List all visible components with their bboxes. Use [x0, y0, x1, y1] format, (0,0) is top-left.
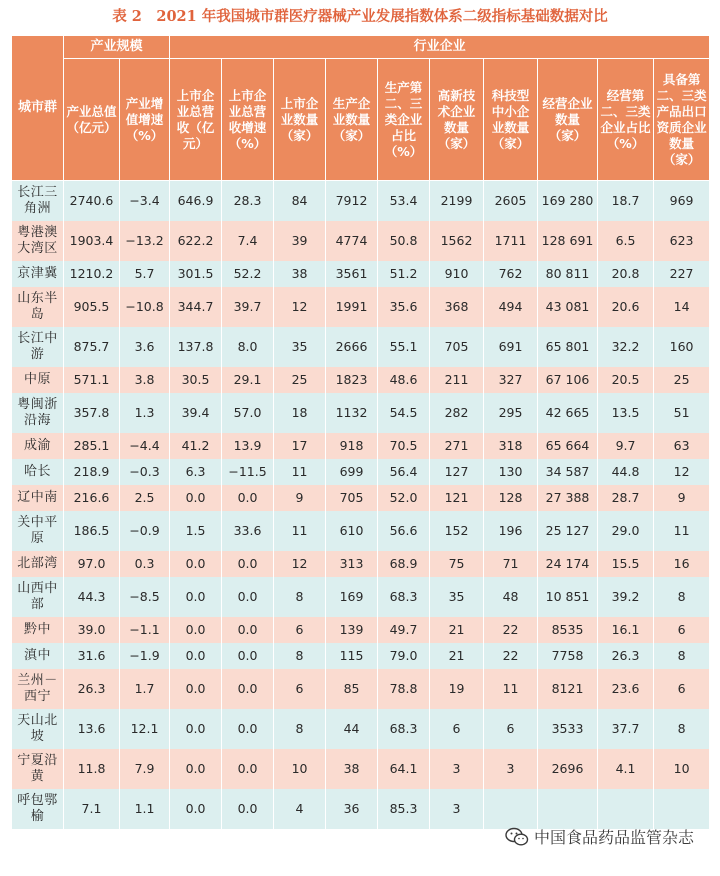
table-cell: 28.3 [222, 181, 274, 221]
table-row [12, 393, 710, 433]
table-cell: 68.9 [378, 551, 430, 577]
table-cell: 18 [274, 393, 326, 433]
table-cell: 115 [326, 643, 378, 669]
table-cell: 21 [430, 617, 484, 643]
table-cell: 13.6 [64, 709, 120, 749]
row-name: 宁夏沿黄 [12, 749, 64, 789]
table-cell: 56.6 [378, 511, 430, 551]
table-cell: 3.6 [120, 327, 170, 367]
row-name: 粤港澳大湾区 [12, 221, 64, 261]
table-cell: 327 [484, 367, 538, 393]
column-header: 经营第二、三类企业占比（%） [598, 59, 654, 181]
table-cell: 5.7 [120, 261, 170, 287]
table-cell: 52.0 [378, 485, 430, 511]
table-cell: 127 [430, 459, 484, 485]
table-cell: 0.0 [170, 643, 222, 669]
table-cell: 169 280 [538, 181, 598, 221]
table-cell: 494 [484, 287, 538, 327]
table-cell: 28.7 [598, 485, 654, 511]
table-cell: 313 [326, 551, 378, 577]
table-cell: 35 [430, 577, 484, 617]
table-cell: 84 [274, 181, 326, 221]
table-cell: 16 [654, 551, 710, 577]
table-cell: 19 [430, 669, 484, 709]
table-cell: 34 587 [538, 459, 598, 485]
table-cell: 42 665 [538, 393, 598, 433]
table-cell: 7.1 [64, 789, 120, 829]
column-header: 生产企业数量（家） [326, 59, 378, 181]
table-cell: 37.7 [598, 709, 654, 749]
table-row [12, 327, 710, 367]
table-row [12, 643, 710, 669]
table-cell: 8 [274, 577, 326, 617]
table-cell: 6 [654, 669, 710, 709]
corner-header: 城市群 [12, 36, 64, 181]
table-cell: 30.5 [170, 367, 222, 393]
table-cell: 8 [654, 709, 710, 749]
row-name: 中原 [12, 367, 64, 393]
data-table [11, 35, 710, 829]
row-name: 辽中南 [12, 485, 64, 511]
table-cell [598, 789, 654, 829]
table-cell: 1.7 [120, 669, 170, 709]
table-cell: 2666 [326, 327, 378, 367]
table-cell: 0.3 [120, 551, 170, 577]
table-cell: 39.4 [170, 393, 222, 433]
table-cell: −0.3 [120, 459, 170, 485]
table-cell: 65 664 [538, 433, 598, 459]
table-cell: 6 [274, 669, 326, 709]
table-cell: 0.0 [170, 485, 222, 511]
table-cell: 8535 [538, 617, 598, 643]
table-row [12, 789, 710, 829]
table-cell: 1711 [484, 221, 538, 261]
table-cell: 691 [484, 327, 538, 367]
table-cell: 85 [326, 669, 378, 709]
table-cell: 3 [430, 749, 484, 789]
table-cell: 41.2 [170, 433, 222, 459]
table-row [12, 709, 710, 749]
table-cell: 295 [484, 393, 538, 433]
table-cell: 32.2 [598, 327, 654, 367]
table-cell: 1.5 [170, 511, 222, 551]
table-cell [484, 789, 538, 829]
table-cell: 3561 [326, 261, 378, 287]
table-cell: 0.0 [170, 709, 222, 749]
table-cell: 13.5 [598, 393, 654, 433]
table-cell: 0.0 [170, 577, 222, 617]
table-cell: 1210.2 [64, 261, 120, 287]
table-cell: −10.8 [120, 287, 170, 327]
table-cell: 1.3 [120, 393, 170, 433]
row-name: 长江三角洲 [12, 181, 64, 221]
table-row [12, 181, 710, 221]
table-cell: 10 [654, 749, 710, 789]
table-cell: 0.0 [170, 669, 222, 709]
table-cell: 26.3 [598, 643, 654, 669]
table-cell: 1562 [430, 221, 484, 261]
table-cell: 1823 [326, 367, 378, 393]
table-cell: 8121 [538, 669, 598, 709]
column-header: 经营企业数量（家） [538, 59, 598, 181]
table-cell: 38 [326, 749, 378, 789]
table-cell: 44.3 [64, 577, 120, 617]
table-cell: 16.1 [598, 617, 654, 643]
table-cell: 4.1 [598, 749, 654, 789]
table-cell: 0.0 [222, 749, 274, 789]
table-cell: 3533 [538, 709, 598, 749]
table-cell: 8 [654, 577, 710, 617]
table-cell: 282 [430, 393, 484, 433]
row-name: 哈长 [12, 459, 64, 485]
table-cell: 22 [484, 617, 538, 643]
table-cell: −3.4 [120, 181, 170, 221]
table-cell: 64.1 [378, 749, 430, 789]
table-cell: 18.7 [598, 181, 654, 221]
table-cell: 6.3 [170, 459, 222, 485]
table-cell: 905.5 [64, 287, 120, 327]
table-cell: 762 [484, 261, 538, 287]
table-cell: 29.1 [222, 367, 274, 393]
table-cell: 301.5 [170, 261, 222, 287]
table-cell: 21 [430, 643, 484, 669]
table-cell: 7912 [326, 181, 378, 221]
row-name: 京津冀 [12, 261, 64, 287]
table-cell: 35.6 [378, 287, 430, 327]
row-name: 山东半岛 [12, 287, 64, 327]
table-row [12, 551, 710, 577]
table-cell: 11 [274, 459, 326, 485]
table-row [12, 669, 710, 709]
table-cell: 2740.6 [64, 181, 120, 221]
table-cell: 44 [326, 709, 378, 749]
table-cell: 9 [654, 485, 710, 511]
table-cell: 128 691 [538, 221, 598, 261]
table-cell: 0.0 [170, 551, 222, 577]
table-cell: 0.0 [222, 617, 274, 643]
table-row [12, 749, 710, 789]
table-cell: 38 [274, 261, 326, 287]
table-cell: 4774 [326, 221, 378, 261]
row-name: 关中平原 [12, 511, 64, 551]
table-cell: 25 127 [538, 511, 598, 551]
table-cell: 8 [654, 643, 710, 669]
table-cell: 49.7 [378, 617, 430, 643]
table-row [12, 617, 710, 643]
table-row [12, 577, 710, 617]
column-header: 生产第二、三类企业占比（%） [378, 59, 430, 181]
table-cell: 0.0 [222, 643, 274, 669]
table-cell: 31.6 [64, 643, 120, 669]
table-cell [538, 789, 598, 829]
table-cell: 11 [274, 511, 326, 551]
table-cell: 10 851 [538, 577, 598, 617]
table-cell: 1903.4 [64, 221, 120, 261]
row-name: 呼包鄂榆 [12, 789, 64, 829]
table-cell: 10 [274, 749, 326, 789]
table-cell: 0.0 [222, 551, 274, 577]
table-cell: 52.2 [222, 261, 274, 287]
table-cell: 24 174 [538, 551, 598, 577]
table-cell: 35 [274, 327, 326, 367]
table-cell: 128 [484, 485, 538, 511]
table-cell: 137.8 [170, 327, 222, 367]
table-cell: 622.2 [170, 221, 222, 261]
table-cell: 3 [484, 749, 538, 789]
table-cell: 646.9 [170, 181, 222, 221]
table-row [12, 459, 710, 485]
table-cell: 80 811 [538, 261, 598, 287]
column-header: 上市企业总营收增速（%） [222, 59, 274, 181]
table-cell: 11 [654, 511, 710, 551]
table-cell: 1132 [326, 393, 378, 433]
table-cell: 39.7 [222, 287, 274, 327]
table-cell: 14 [654, 287, 710, 327]
table-cell: 15.5 [598, 551, 654, 577]
table-row [12, 261, 710, 287]
table-cell: 7.4 [222, 221, 274, 261]
table-cell: 211 [430, 367, 484, 393]
table-cell: 3.8 [120, 367, 170, 393]
table-cell: 7758 [538, 643, 598, 669]
table-cell: 8 [274, 643, 326, 669]
table-cell: 54.5 [378, 393, 430, 433]
table-cell: 68.3 [378, 709, 430, 749]
table-cell: 39.2 [598, 577, 654, 617]
table-cell: 571.1 [64, 367, 120, 393]
table-cell: 51.2 [378, 261, 430, 287]
table-cell: 152 [430, 511, 484, 551]
table-cell: 0.0 [170, 789, 222, 829]
table-cell: −1.9 [120, 643, 170, 669]
table-cell: 67 106 [538, 367, 598, 393]
table-cell: 20.5 [598, 367, 654, 393]
table-cell: −1.1 [120, 617, 170, 643]
data-table-container [11, 35, 710, 829]
table-cell: 43 081 [538, 287, 598, 327]
row-name: 滇中 [12, 643, 64, 669]
table-row [12, 511, 710, 551]
table-cell: 121 [430, 485, 484, 511]
table-cell: 6 [430, 709, 484, 749]
column-header: 产业总值（亿元） [64, 59, 120, 181]
table-row [12, 367, 710, 393]
table-cell: −4.4 [120, 433, 170, 459]
table-cell: 0.0 [222, 485, 274, 511]
table-cell: 623 [654, 221, 710, 261]
table-cell: 139 [326, 617, 378, 643]
row-name: 兰州－西宁 [12, 669, 64, 709]
table-cell: 63 [654, 433, 710, 459]
table-cell: 918 [326, 433, 378, 459]
table-cell: 2696 [538, 749, 598, 789]
table-cell: 169 [326, 577, 378, 617]
table-cell: 130 [484, 459, 538, 485]
table-cell: 79.0 [378, 643, 430, 669]
table-title: 表 2 2021 年我国城市群医疗器械产业发展指数体系二级指标基础数据对比 [112, 8, 608, 25]
table-cell: 2199 [430, 181, 484, 221]
table-cell: 2.5 [120, 485, 170, 511]
table-cell: 368 [430, 287, 484, 327]
table-cell: 218.9 [64, 459, 120, 485]
column-header: 产业增值增速（%） [120, 59, 170, 181]
row-name: 成渝 [12, 433, 64, 459]
table-cell: 57.0 [222, 393, 274, 433]
table-cell: 3 [430, 789, 484, 829]
table-cell: 29.0 [598, 511, 654, 551]
table-cell: 12 [274, 551, 326, 577]
table-cell: 705 [326, 485, 378, 511]
table-cell: 285.1 [64, 433, 120, 459]
table-cell: −13.2 [120, 221, 170, 261]
table-cell: 48.6 [378, 367, 430, 393]
table-cell: 26.3 [64, 669, 120, 709]
table-cell: 48 [484, 577, 538, 617]
table-cell: 33.6 [222, 511, 274, 551]
table-cell: 22 [484, 643, 538, 669]
table-cell: 39.0 [64, 617, 120, 643]
table-cell: −0.9 [120, 511, 170, 551]
table-cell: 318 [484, 433, 538, 459]
row-name: 长江中游 [12, 327, 64, 367]
table-cell: 186.5 [64, 511, 120, 551]
table-cell: 44.8 [598, 459, 654, 485]
table-cell: 55.1 [378, 327, 430, 367]
table-cell: 4 [274, 789, 326, 829]
table-cell: 68.3 [378, 577, 430, 617]
table-cell: 705 [430, 327, 484, 367]
table-cell: 56.4 [378, 459, 430, 485]
table-cell: 271 [430, 433, 484, 459]
table-cell: 8.0 [222, 327, 274, 367]
table-row [12, 221, 710, 261]
row-name: 天山北坡 [12, 709, 64, 749]
table-cell: 344.7 [170, 287, 222, 327]
table-cell: 160 [654, 327, 710, 367]
table-cell: 53.4 [378, 181, 430, 221]
table-cell: 196 [484, 511, 538, 551]
table-cell: 20.8 [598, 261, 654, 287]
table-cell: 9.7 [598, 433, 654, 459]
table-cell: −8.5 [120, 577, 170, 617]
table-cell: 65 801 [538, 327, 598, 367]
table-cell: 25 [274, 367, 326, 393]
table-cell: 0.0 [222, 577, 274, 617]
table-cell: 17 [274, 433, 326, 459]
watermark [505, 825, 694, 848]
table-row [12, 287, 710, 327]
table-cell: 910 [430, 261, 484, 287]
table-cell: 75 [430, 551, 484, 577]
table-cell: 9 [274, 485, 326, 511]
table-cell: 36 [326, 789, 378, 829]
table-cell: 71 [484, 551, 538, 577]
column-header: 具备第二、三类产品出口资质企业数量（家） [654, 59, 710, 181]
table-cell: 12 [654, 459, 710, 485]
table-cell: 12.1 [120, 709, 170, 749]
table-cell: 13.9 [222, 433, 274, 459]
column-header: 上市企业数量（家） [274, 59, 326, 181]
table-cell: 1991 [326, 287, 378, 327]
table-cell: 11 [484, 669, 538, 709]
table-cell: 97.0 [64, 551, 120, 577]
table-cell: 0.0 [222, 789, 274, 829]
table-cell: 6 [654, 617, 710, 643]
table-cell: 6.5 [598, 221, 654, 261]
table-cell: 6 [274, 617, 326, 643]
table-cell: 610 [326, 511, 378, 551]
watermark-text: 中国食品药品监管杂志 [533, 828, 694, 847]
column-header: 上市企业总营收（亿元） [170, 59, 222, 181]
table-cell: 85.3 [378, 789, 430, 829]
table-cell: 20.6 [598, 287, 654, 327]
table-cell: 216.6 [64, 485, 120, 511]
table-cell: 50.8 [378, 221, 430, 261]
table-cell: 0.0 [170, 749, 222, 789]
table-cell: 23.6 [598, 669, 654, 709]
row-name: 粤闽浙沿海 [12, 393, 64, 433]
table-cell: 357.8 [64, 393, 120, 433]
group-header-scale: 产业规模 [64, 36, 170, 59]
table-cell: 2605 [484, 181, 538, 221]
table-cell: 969 [654, 181, 710, 221]
table-cell: 8 [274, 709, 326, 749]
column-header: 科技型中小企业数量（家） [484, 59, 538, 181]
table-cell: 11.8 [64, 749, 120, 789]
table-cell: 51 [654, 393, 710, 433]
table-cell: 227 [654, 261, 710, 287]
table-cell: 699 [326, 459, 378, 485]
table-cell: 12 [274, 287, 326, 327]
table-cell: 0.0 [170, 617, 222, 643]
row-name: 北部湾 [12, 551, 64, 577]
table-cell: 25 [654, 367, 710, 393]
table-cell: 6 [484, 709, 538, 749]
table-cell: 0.0 [222, 709, 274, 749]
table-row [12, 433, 710, 459]
table-cell [654, 789, 710, 829]
table-cell: 1.1 [120, 789, 170, 829]
table-row [12, 485, 710, 511]
table-cell: 39 [274, 221, 326, 261]
table-cell: 7.9 [120, 749, 170, 789]
table-cell: 78.8 [378, 669, 430, 709]
row-name: 黔中 [12, 617, 64, 643]
row-name: 山西中部 [12, 577, 64, 617]
table-cell: 875.7 [64, 327, 120, 367]
wechat-icon [505, 827, 529, 847]
table-cell: −11.5 [222, 459, 274, 485]
column-header: 高新技术企业数量（家） [430, 59, 484, 181]
group-header-enterprise: 行业企业 [170, 36, 710, 59]
table-cell: 70.5 [378, 433, 430, 459]
table-cell: 0.0 [222, 669, 274, 709]
table-cell: 27 388 [538, 485, 598, 511]
